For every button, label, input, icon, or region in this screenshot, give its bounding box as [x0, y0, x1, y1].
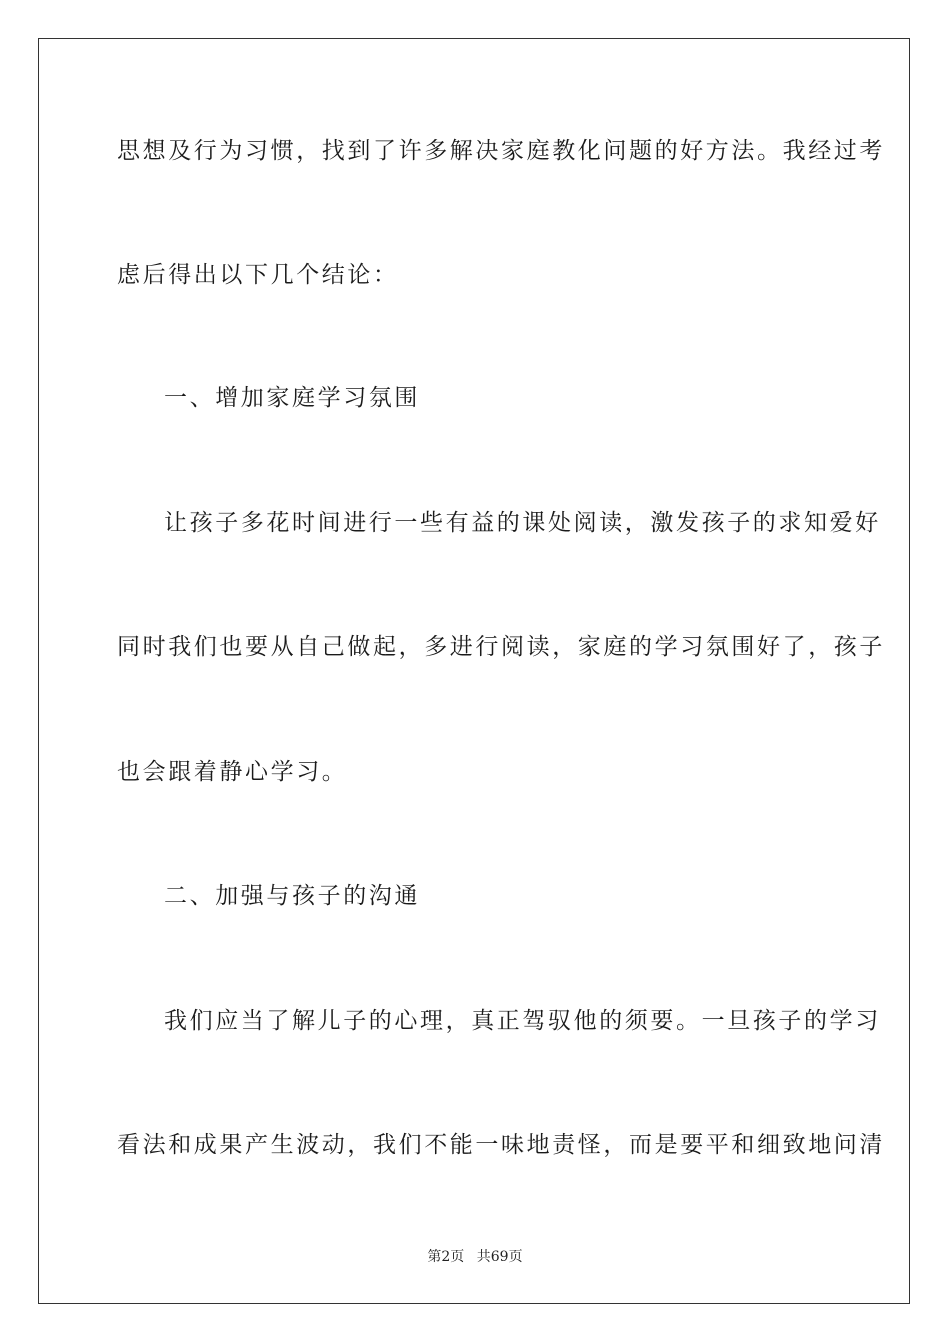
section-heading-1: 一、增加家庭学习氛围	[164, 385, 420, 411]
page-total: 共69页	[476, 1249, 523, 1265]
page-footer	[0, 1246, 950, 1266]
section-heading-2: 二、加强与孩子的沟通	[164, 883, 420, 909]
paragraph-line: 我们应当了解儿子的心理，真正驾驭他的须要。一旦孩子的学习	[164, 1008, 881, 1034]
paragraph-line: 思想及行为习惯，找到了许多解决家庭教化问题的好方法。我经过考	[117, 138, 885, 164]
paragraph-line: 同时我们也要从自己做起，多进行阅读，家庭的学习氛围好了，孩子	[117, 634, 885, 660]
paragraph-line: 看法和成果产生波动，我们不能一味地责怪，而是要平和细致地问清	[117, 1132, 885, 1158]
page-border	[38, 38, 910, 1304]
page-number: 第2页	[427, 1249, 465, 1265]
paragraph-line: 也会跟着静心学习。	[117, 759, 348, 785]
paragraph-line: 让孩子多花时间进行一些有益的课处阅读，激发孩子的求知爱好	[164, 510, 881, 536]
paragraph-line: 虑后得出以下几个结论：	[117, 262, 399, 288]
